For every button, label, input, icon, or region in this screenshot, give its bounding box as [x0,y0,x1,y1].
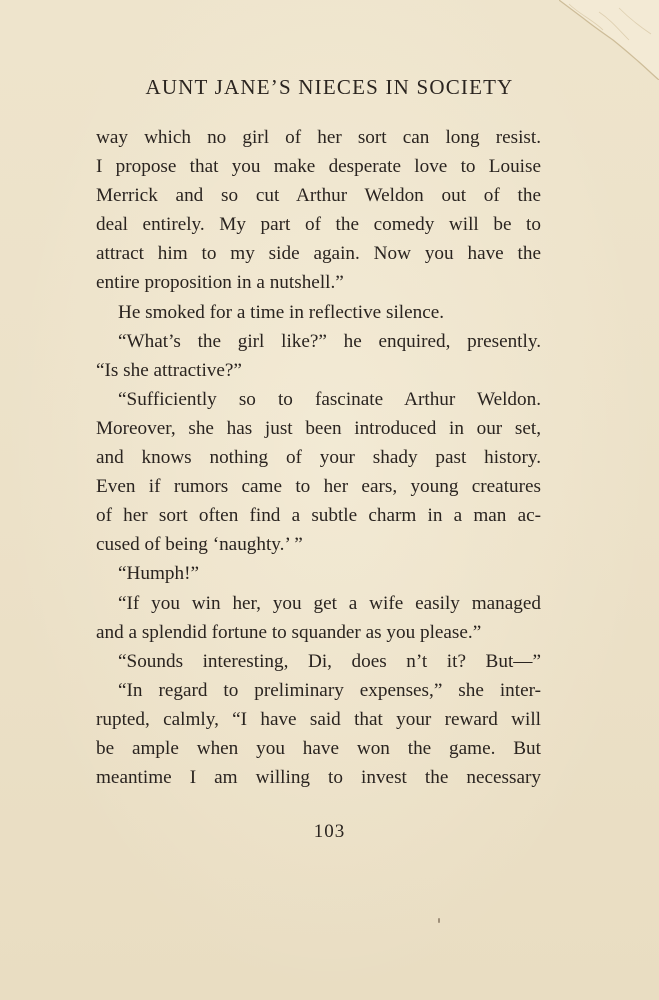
text-line: “Sufficiently so to fascinate Arthur Weldon. [118,388,541,410]
text-line: cused of being ‘naughty.’ ” [96,534,303,556]
text-line: of her sort often find a subtle charm in a man ac- [96,505,541,527]
text-line: attract him to my side again. Now you have the [96,243,541,265]
text-line: deal entirely. My part of the comedy will be to [96,214,541,236]
text-line: “Humph!” [118,563,199,585]
text-line: “What’s the girl like?” he enquired, presently. [118,330,541,352]
text-line: and knows nothing of your shady past history. [96,447,541,469]
text-line: “Sounds interesting, Di, does n’t it? But—” [118,650,541,672]
torn-corner-mark [559,0,659,80]
text-line: be ample when you have won the game. But [96,737,541,759]
text-line: meantime I am willing to invest the necessary [96,767,541,789]
text-line: rupted, calmly, “I have said that your reward will [96,708,541,730]
text-line: He smoked for a time in reflective silence. [118,301,445,323]
text-line: I propose that you make desperate love to Louise [96,156,541,178]
text-line: Moreover, she has just been introduced in our set, [96,417,541,439]
text-line: Even if rumors came to her ears, young creatures [96,476,541,498]
page-number: 103 [313,821,346,842]
running-head: AUNT JANE’S NIECES IN SOCIETY [145,75,514,99]
text-line: and a splendid fortune to squander as you please.” [96,621,482,643]
text-line: “In regard to preliminary expenses,” she inter- [118,679,541,701]
ink-speck [438,918,440,923]
text-line: “Is she attractive?” [96,359,242,381]
body-text [96,123,541,792]
text-line: Merrick and so cut Arthur Weldon out of the [96,185,541,207]
text-line: way which no girl of her sort can long resist. [96,127,541,148]
text-line: “If you win her, you get a wife easily managed [118,592,541,614]
text-line: entire proposition in a nutshell.” [96,272,344,294]
